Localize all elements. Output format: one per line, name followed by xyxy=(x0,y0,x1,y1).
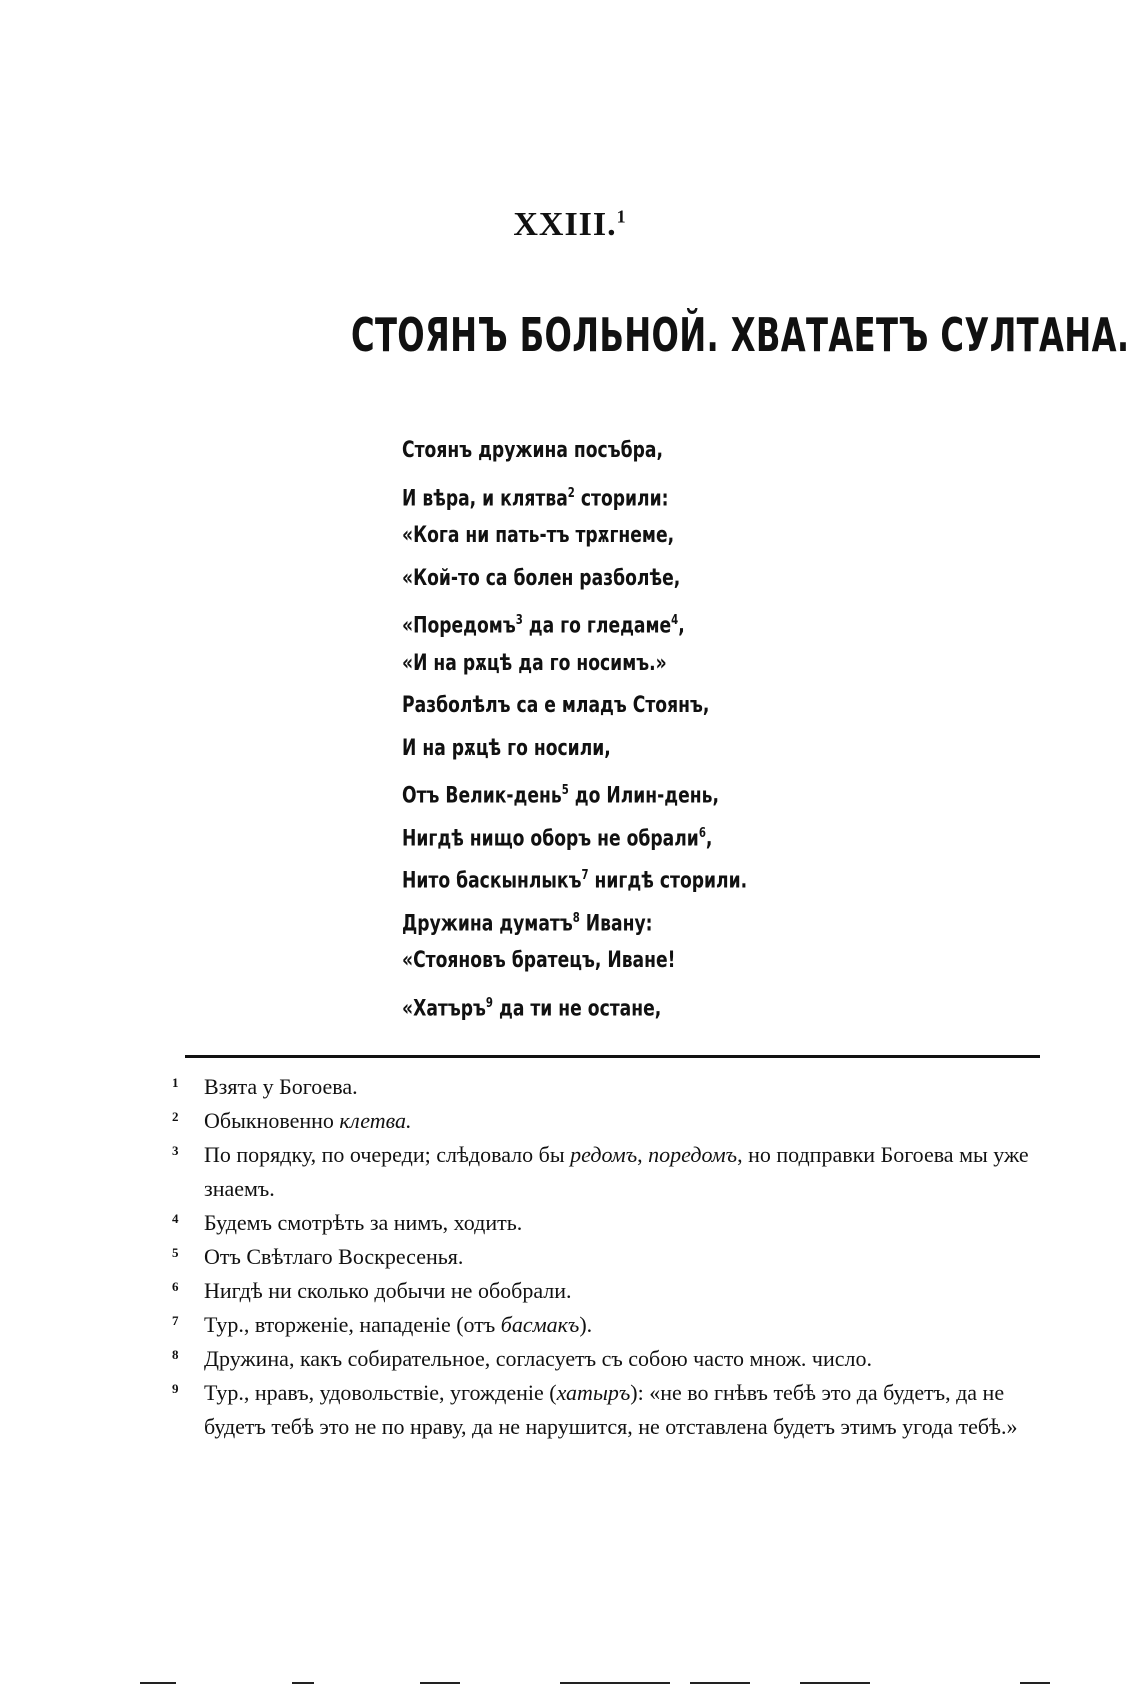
poem-line xyxy=(402,940,745,983)
footnote-text: Нигдѣ ни сколько добычи не обобрали. xyxy=(204,1278,572,1303)
footnote-ref: 2 xyxy=(567,485,575,501)
poem-line-text: нигдѣ сторили. xyxy=(588,868,748,894)
poem-line xyxy=(402,473,745,516)
poem-line xyxy=(402,558,745,601)
footnote xyxy=(170,1308,1030,1342)
chapter-note-ref: 1 xyxy=(616,206,627,227)
poem-line-text: И на рѫцѣ го носили, xyxy=(402,735,611,761)
footnote-number: 8 xyxy=(172,1347,179,1362)
footnote-text: Будемъ смотрѣть за нимъ, ходить. xyxy=(204,1210,523,1235)
chapter-heading xyxy=(0,206,1140,244)
bottom-mark xyxy=(690,1682,750,1684)
footnote-italic-text: басмакъ xyxy=(500,1312,580,1337)
footnote-ref: 3 xyxy=(515,613,523,628)
poem-title: СТОЯНЪ БОЛЬНОЙ. ХВАТАЕТЪ СУЛТАНА. xyxy=(351,308,1130,362)
footnote-text: Тур., нравъ, удовольствіе, угожденіе ( xyxy=(204,1380,557,1405)
footnote-text: По порядку, по очереди; слѣдовало бы xyxy=(204,1142,571,1167)
footnote xyxy=(170,1240,1030,1274)
footnote-ref: 7 xyxy=(581,868,589,883)
poem-line-text: «Стояновъ братецъ, Иване! xyxy=(402,948,676,973)
footnote-ref: 4 xyxy=(671,613,679,628)
footnote-number: 7 xyxy=(172,1313,179,1328)
poem-line xyxy=(402,685,745,728)
poem-body xyxy=(402,430,842,1025)
footnote xyxy=(170,1206,1030,1240)
bottom-mark xyxy=(1020,1682,1050,1684)
bottom-mark xyxy=(140,1682,176,1684)
poem-line xyxy=(402,813,745,856)
poem-line-text: И вѣра, и клятва xyxy=(402,485,568,511)
footnote-text: ): «не во гнѣвъ тебѣ это да будетъ, да не будетъ тебѣ это не по нраву, да не нарушится, не отставлена будетъ этимъ угода тебѣ.» xyxy=(204,1380,1018,1439)
poem-line-text: «Кога ни пать-тъ трѫгнеме, xyxy=(402,523,675,548)
footnote-ref: 9 xyxy=(485,995,493,1011)
footnote xyxy=(170,1104,1030,1138)
poem-line-text: «Кой-то са болен разболѣе, xyxy=(402,565,681,591)
poem-line-text: , xyxy=(678,613,685,639)
footnote-text: Тур., вторженіе, нападеніе (отъ xyxy=(204,1312,501,1337)
footnote-number: 6 xyxy=(172,1279,179,1294)
footnote-italic-text: хатыръ xyxy=(556,1380,631,1405)
page-bottom-marks xyxy=(0,1682,1140,1688)
footnote-italic-text: поредомъ xyxy=(648,1142,738,1167)
chapter-number: XXIII. xyxy=(513,206,617,243)
footnote-text: Обыкновенно xyxy=(204,1108,340,1133)
footnote xyxy=(170,1376,1030,1444)
poem-line-text: Ивану: xyxy=(579,910,653,936)
poem-line xyxy=(402,515,745,558)
poem-line xyxy=(402,898,745,941)
footnote-number: 2 xyxy=(172,1109,179,1124)
poem-line-text: Дружина думатъ xyxy=(402,910,573,936)
footnote-number: 1 xyxy=(172,1075,179,1090)
poem-line xyxy=(402,983,745,1026)
bottom-mark xyxy=(800,1682,870,1684)
poem-line xyxy=(402,855,748,898)
poem-line xyxy=(402,430,745,473)
poem-line-text: Нигдѣ нищо оборъ не обрали xyxy=(402,825,699,851)
footnote-text: Отъ Свѣтлаго Воскресенья. xyxy=(204,1244,464,1269)
footnote-ref: 5 xyxy=(561,783,569,798)
footnote-text: Взята у Богоева. xyxy=(204,1074,358,1099)
poem-line xyxy=(402,600,745,643)
poem-line-text: да ти не остане, xyxy=(492,995,662,1021)
poem-line-text: Отъ Велик-день xyxy=(402,783,562,809)
poem-line-text: Разболѣлъ са е младъ Стоянъ, xyxy=(402,693,710,718)
footnote-italic-text: редомъ xyxy=(570,1142,638,1167)
poem-line-text: «Поредомъ xyxy=(402,613,516,639)
poem-line-text: до Илин-день, xyxy=(568,783,720,809)
footnote-number: 3 xyxy=(172,1143,179,1158)
footnote-number: 4 xyxy=(172,1211,179,1226)
footnote-text: Дружина, какъ собирательное, согласуетъ съ собою часто множ. число. xyxy=(204,1346,872,1371)
footnote xyxy=(170,1274,1030,1308)
footnote xyxy=(170,1342,1030,1376)
footnote-ref: 8 xyxy=(572,910,580,926)
footnote-text: , xyxy=(637,1142,649,1167)
footnote-text: ). xyxy=(579,1312,593,1337)
bottom-mark xyxy=(420,1682,460,1684)
footnote xyxy=(170,1070,1030,1104)
footnote-text: , но подправки Богоева мы уже знаемъ. xyxy=(204,1142,1029,1201)
footnotes xyxy=(170,1070,1030,1444)
poem-line xyxy=(402,643,745,686)
footnote xyxy=(170,1138,1030,1206)
footnote-ref: 6 xyxy=(698,825,706,841)
footnote-separator xyxy=(185,1055,1040,1058)
poem-line-text: сторили: xyxy=(574,485,669,511)
footnote-italic-text: клетва. xyxy=(339,1108,412,1133)
footnote-number: 9 xyxy=(172,1381,179,1396)
poem-line xyxy=(402,728,745,771)
bottom-mark xyxy=(292,1682,314,1684)
poem-line xyxy=(402,770,745,813)
bottom-mark xyxy=(560,1682,670,1684)
poem-line-text: , xyxy=(705,825,713,851)
poem-line-text: «И на рѫцѣ да го носимъ.» xyxy=(402,650,667,676)
footnote-number: 5 xyxy=(172,1245,179,1260)
poem-line-text: Нито баскынлыкъ xyxy=(402,868,582,894)
poem-line-text: да го гледаме xyxy=(522,613,672,639)
poem-line-text: «Хатъръ xyxy=(402,995,486,1021)
poem-line-text: Стоянъ дружина посъбра, xyxy=(402,438,663,463)
